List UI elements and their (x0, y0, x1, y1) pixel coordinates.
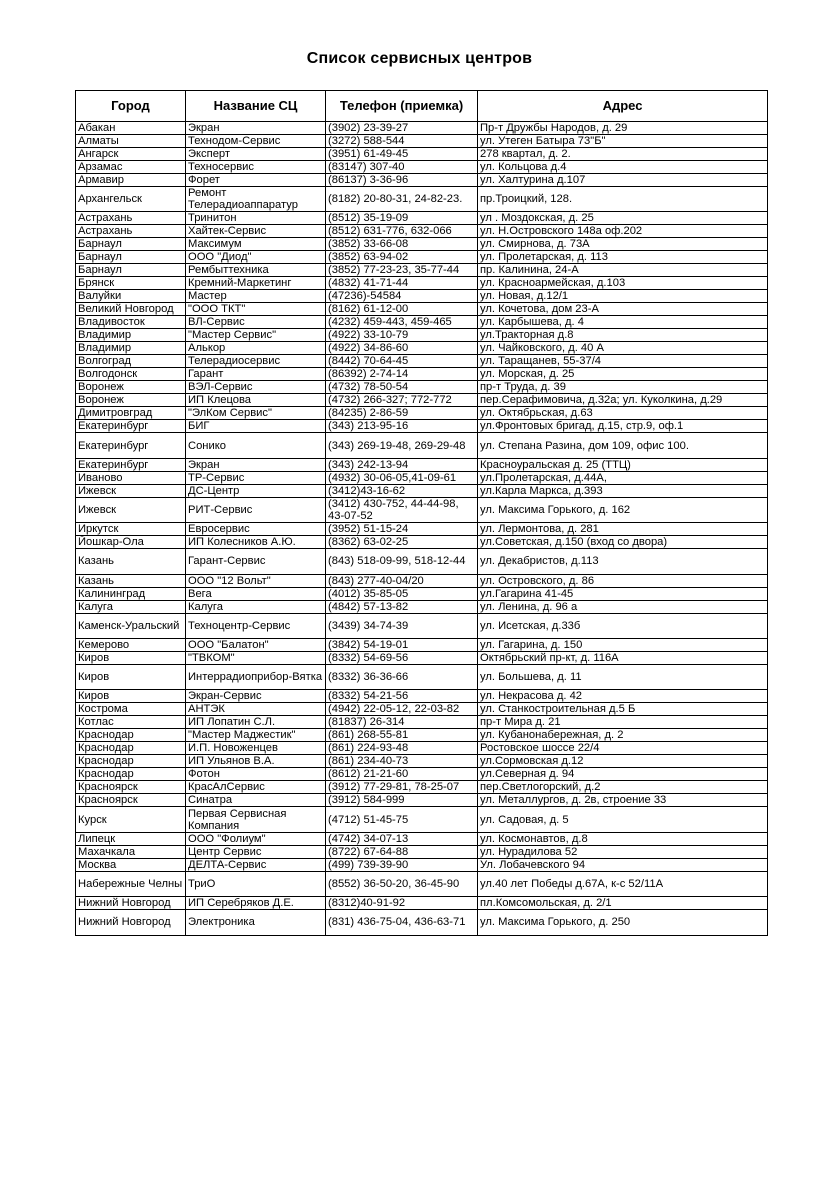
cell-address: ул. Станкостроительная д.5 Б (478, 703, 768, 716)
cell-phone: (843) 277-40-04/20 (326, 574, 478, 587)
cell-name: ВЭЛ-Сервис (186, 381, 326, 394)
cell-name: Вега (186, 587, 326, 600)
cell-city: Барнаул (76, 238, 186, 251)
cell-name: БИГ (186, 420, 326, 433)
cell-city: Архангельск (76, 187, 186, 212)
table-row (76, 122, 768, 135)
cell-phone: (843) 518-09-99, 518-12-44 (326, 549, 478, 574)
cell-address: ул. Космонавтов, д.8 (478, 832, 768, 845)
cell-address: ул. Морская, д. 25 (478, 368, 768, 381)
table-row (76, 458, 768, 471)
cell-address: ул.40 лет Победы д.67А, к-с 52/11А (478, 871, 768, 896)
table-row (76, 729, 768, 742)
cell-name: Евросервис (186, 523, 326, 536)
cell-name: ВЛ-Сервис (186, 316, 326, 329)
cell-address: ул. Утеген Батыра 73"Б" (478, 135, 768, 148)
table-row (76, 871, 768, 896)
cell-name: АНТЭК (186, 703, 326, 716)
cell-phone: (8162) 61-12-00 (326, 303, 478, 316)
cell-name: ТР-Сервис (186, 471, 326, 484)
cell-name: Фотон (186, 768, 326, 781)
cell-city: Алматы (76, 135, 186, 148)
cell-city: Краснодар (76, 742, 186, 755)
cell-city: Воронеж (76, 381, 186, 394)
table-row (76, 471, 768, 484)
cell-address: ул. Чайковского, д. 40 А (478, 342, 768, 355)
cell-name: Гарант-Сервис (186, 549, 326, 574)
cell-phone: (3952) 51-15-24 (326, 523, 478, 536)
cell-address: ул. Халтурина д.107 (478, 174, 768, 187)
table-row (76, 600, 768, 613)
table-row (76, 638, 768, 651)
table-row (76, 187, 768, 212)
cell-phone: (4942) 22-05-12, 22-03-82 (326, 703, 478, 716)
cell-city: Армавир (76, 174, 186, 187)
cell-name: "ООО ТКТ" (186, 303, 326, 316)
table-row (76, 768, 768, 781)
cell-address: Пр-т Дружбы Народов, д. 29 (478, 122, 768, 135)
cell-city: Краснодар (76, 755, 186, 768)
cell-address: ул.Фронтовых бригад, д.15, стр.9, оф.1 (478, 420, 768, 433)
cell-address: ул. Кольцова д.4 (478, 161, 768, 174)
cell-city: Котлас (76, 716, 186, 729)
cell-city: Брянск (76, 277, 186, 290)
cell-name: Техносервис (186, 161, 326, 174)
cell-phone: (3852) 63-94-02 (326, 251, 478, 264)
cell-name: Телерадиосервис (186, 355, 326, 368)
cell-city: Воронеж (76, 394, 186, 407)
cell-phone: (3439) 34-74-39 (326, 613, 478, 638)
cell-address: ул. Лермонтова, д. 281 (478, 523, 768, 536)
cell-city: Кемерово (76, 638, 186, 651)
cell-phone: (8362) 63-02-25 (326, 536, 478, 549)
cell-phone: (47236)-54584 (326, 290, 478, 303)
cell-phone: (831) 436-75-04, 436-63-71 (326, 910, 478, 935)
table-row (76, 433, 768, 458)
cell-address: ул. Красноармейская, д.103 (478, 277, 768, 290)
cell-phone: (343) 242-13-94 (326, 458, 478, 471)
table-row (76, 277, 768, 290)
cell-city: Калуга (76, 600, 186, 613)
table-row (76, 264, 768, 277)
cell-name: Экран-Сервис (186, 690, 326, 703)
cell-city: Владивосток (76, 316, 186, 329)
cell-address: ул. Новая, д.12/1 (478, 290, 768, 303)
cell-city: Иркутск (76, 523, 186, 536)
table-row (76, 381, 768, 394)
cell-name: Синатра (186, 794, 326, 807)
table-row (76, 549, 768, 574)
cell-name: ИП Клецова (186, 394, 326, 407)
cell-phone: (8512) 35-19-09 (326, 212, 478, 225)
cell-address: пр-т Мира д. 21 (478, 716, 768, 729)
cell-city: Казань (76, 549, 186, 574)
table-row (76, 303, 768, 316)
cell-city: Каменск-Уральский (76, 613, 186, 638)
cell-city: Абакан (76, 122, 186, 135)
cell-phone: (4732) 266-327; 772-772 (326, 394, 478, 407)
cell-name: Кремний-Маркетинг (186, 277, 326, 290)
table-row (76, 755, 768, 768)
cell-address: ул. Максима Горького, д. 250 (478, 910, 768, 935)
cell-city: Ижевск (76, 497, 186, 522)
cell-address: ул. Островского, д. 86 (478, 574, 768, 587)
cell-phone: (86392) 2-74-14 (326, 368, 478, 381)
cell-phone: (861) 268-55-81 (326, 729, 478, 742)
table-row (76, 225, 768, 238)
cell-city: Арзамас (76, 161, 186, 174)
table-row (76, 703, 768, 716)
cell-phone: (4232) 459-443, 459-465 (326, 316, 478, 329)
cell-city: Липецк (76, 832, 186, 845)
cell-city: Екатеринбург (76, 458, 186, 471)
cell-city: Красноярск (76, 781, 186, 794)
cell-name: Технодом-Сервис (186, 135, 326, 148)
header-name: Название СЦ (186, 91, 326, 122)
cell-city: Ангарск (76, 148, 186, 161)
cell-phone: (3842) 54-19-01 (326, 638, 478, 651)
cell-address: ул. Смирнова, д. 73А (478, 238, 768, 251)
table-row (76, 587, 768, 600)
table-row (76, 536, 768, 549)
cell-phone: (8312)40-91-92 (326, 897, 478, 910)
cell-address: пл.Комсомольская, д. 2/1 (478, 897, 768, 910)
cell-address: ул. Большева, д. 11 (478, 664, 768, 689)
cell-address: ул. Октябрьская, д.63 (478, 407, 768, 420)
cell-name: ДС-Центр (186, 484, 326, 497)
cell-name: ООО "12 Вольт" (186, 574, 326, 587)
table-row (76, 897, 768, 910)
header-address: Адрес (478, 91, 768, 122)
cell-name: Ремонт Телерадиоаппаратур (186, 187, 326, 212)
cell-address: ул.Сормовская д.12 (478, 755, 768, 768)
table-row (76, 574, 768, 587)
cell-name: Сонико (186, 433, 326, 458)
cell-phone: (3412)43-16-62 (326, 484, 478, 497)
cell-phone: (4842) 57-13-82 (326, 600, 478, 613)
cell-city: Барнаул (76, 251, 186, 264)
cell-phone: (3852) 33-66-08 (326, 238, 478, 251)
table-row (76, 148, 768, 161)
cell-name: ИП Ульянов В.А. (186, 755, 326, 768)
cell-name: Максимум (186, 238, 326, 251)
cell-address: ул. Садовая, д. 5 (478, 807, 768, 832)
table-row (76, 316, 768, 329)
cell-city: Барнаул (76, 264, 186, 277)
cell-city: Волгоград (76, 355, 186, 368)
cell-address: ул. Н.Островского 148а оф.202 (478, 225, 768, 238)
cell-city: Владимир (76, 329, 186, 342)
cell-phone: (3272) 588-544 (326, 135, 478, 148)
cell-address: ул. Таращанев, 55-37/4 (478, 355, 768, 368)
cell-phone: (8332) 54-21-56 (326, 690, 478, 703)
cell-address: ул. Металлургов, д. 2в, строение 33 (478, 794, 768, 807)
cell-address: Ул. Лобачевского 94 (478, 858, 768, 871)
cell-city: Красноярск (76, 794, 186, 807)
cell-phone: (4932) 30-06-05,41-09-61 (326, 471, 478, 484)
cell-name: ООО "Фолиум" (186, 832, 326, 845)
cell-name: Форет (186, 174, 326, 187)
cell-phone: (8332) 36-36-66 (326, 664, 478, 689)
cell-address: ул. Нурадилова 52 (478, 845, 768, 858)
cell-name: Экран (186, 122, 326, 135)
cell-name: "Мастер Сервис" (186, 329, 326, 342)
cell-phone: (4012) 35-85-05 (326, 587, 478, 600)
cell-name: ООО "Балатон" (186, 638, 326, 651)
page-title: Список сервисных центров (306, 50, 533, 67)
cell-phone: (343) 213-95-16 (326, 420, 478, 433)
table-row (76, 523, 768, 536)
table-row (76, 910, 768, 935)
cell-address: ул. Пролетарская, д. 113 (478, 251, 768, 264)
cell-city: Краснодар (76, 729, 186, 742)
cell-phone: (3902) 23-39-27 (326, 122, 478, 135)
cell-city: Владимир (76, 342, 186, 355)
table-row (76, 664, 768, 689)
cell-name: ООО "Диод" (186, 251, 326, 264)
cell-phone: (3912) 77-29-81, 78-25-07 (326, 781, 478, 794)
cell-address: ул. Исетская, д.33б (478, 613, 768, 638)
cell-address: Красноуральская д. 25 (ТТЦ) (478, 458, 768, 471)
table-row (76, 174, 768, 187)
table-row (76, 251, 768, 264)
table-row (76, 368, 768, 381)
cell-city: Иваново (76, 471, 186, 484)
cell-phone: (84235) 2-86-59 (326, 407, 478, 420)
cell-name: Алькор (186, 342, 326, 355)
cell-phone: (8722) 67-64-88 (326, 845, 478, 858)
cell-city: Калининград (76, 587, 186, 600)
cell-address: 278 квартал, д. 2. (478, 148, 768, 161)
cell-name: ИП Серебряков Д.Е. (186, 897, 326, 910)
cell-city: Курск (76, 807, 186, 832)
cell-address: ул. Ленина, д. 96 а (478, 600, 768, 613)
cell-address: ул. Степана Разина, дом 109, офис 100. (478, 433, 768, 458)
cell-city: Димитровград (76, 407, 186, 420)
header-phone: Телефон (приемка) (326, 91, 478, 122)
cell-name: КрасАлСервис (186, 781, 326, 794)
table-row (76, 329, 768, 342)
cell-name: Калуга (186, 600, 326, 613)
cell-city: Кострома (76, 703, 186, 716)
cell-address: ул. Максима Горького, д. 162 (478, 497, 768, 522)
cell-address: ул. Кочетова, дом 23-А (478, 303, 768, 316)
cell-city: Казань (76, 574, 186, 587)
cell-name: Гарант (186, 368, 326, 381)
cell-address: ул. Гагарина, д. 150 (478, 638, 768, 651)
cell-phone: (8182) 20-80-31, 24-82-23. (326, 187, 478, 212)
cell-name: ИП Лопатин С.Л. (186, 716, 326, 729)
table-row (76, 794, 768, 807)
cell-name: "ТВКОМ" (186, 651, 326, 664)
table-row (76, 690, 768, 703)
cell-name: И.П. Новоженцев (186, 742, 326, 755)
cell-city: Нижний Новгород (76, 910, 186, 935)
cell-name: Хайтек-Сервис (186, 225, 326, 238)
service-centers-table (75, 90, 768, 936)
cell-city: Екатеринбург (76, 420, 186, 433)
cell-address: пер.Светлогорский, д.2 (478, 781, 768, 794)
table-row (76, 497, 768, 522)
cell-name: Тринитон (186, 212, 326, 225)
cell-name: Интеррадиоприбор-Вятка (186, 664, 326, 689)
cell-name: Мастер (186, 290, 326, 303)
cell-phone: (343) 269-19-48, 269-29-48 (326, 433, 478, 458)
table-row (76, 238, 768, 251)
table-row (76, 355, 768, 368)
cell-phone: (4742) 34-07-13 (326, 832, 478, 845)
table-row (76, 742, 768, 755)
cell-phone: (3912) 584-999 (326, 794, 478, 807)
cell-city: Киров (76, 690, 186, 703)
cell-phone: (8332) 54-69-56 (326, 651, 478, 664)
table-body (76, 122, 768, 936)
cell-phone: (861) 234-40-73 (326, 755, 478, 768)
cell-address: пр-т Труда, д. 39 (478, 381, 768, 394)
cell-address: ул. Декабристов, д.113 (478, 549, 768, 574)
cell-address: ул. Карбышева, д. 4 (478, 316, 768, 329)
table-row (76, 613, 768, 638)
cell-city: Нижний Новгород (76, 897, 186, 910)
header-city: Город (76, 91, 186, 122)
cell-address: ул . Моздокская, д. 25 (478, 212, 768, 225)
cell-address: ул.Советская, д.150 (вход со двора) (478, 536, 768, 549)
cell-address: Октябрьский пр-кт, д. 116А (478, 651, 768, 664)
cell-phone: (861) 224-93-48 (326, 742, 478, 755)
cell-phone: (8512) 631-776, 632-066 (326, 225, 478, 238)
table-row (76, 716, 768, 729)
cell-address: ул.Гагарина 41-45 (478, 587, 768, 600)
cell-name: "ЭлКом Сервис" (186, 407, 326, 420)
cell-city: Екатеринбург (76, 433, 186, 458)
table-row (76, 807, 768, 832)
cell-phone: (4832) 41-71-44 (326, 277, 478, 290)
cell-city: Набережные Челны (76, 871, 186, 896)
table-row (76, 407, 768, 420)
table-row (76, 342, 768, 355)
table-row (76, 845, 768, 858)
cell-city: Краснодар (76, 768, 186, 781)
cell-phone: (81837) 26-314 (326, 716, 478, 729)
cell-city: Йошкар-Ола (76, 536, 186, 549)
table-row (76, 394, 768, 407)
cell-city: Махачкала (76, 845, 186, 858)
cell-name: ИП Колесников А.Ю. (186, 536, 326, 549)
cell-phone: (4922) 33-10-79 (326, 329, 478, 342)
cell-name: "Мастер Маджестик" (186, 729, 326, 742)
cell-city: Астрахань (76, 225, 186, 238)
cell-address: пр. Калинина, 24-А (478, 264, 768, 277)
cell-address: ул.Тракторная д.8 (478, 329, 768, 342)
cell-phone: (86137) 3-36-96 (326, 174, 478, 187)
table-row (76, 832, 768, 845)
table-row (76, 858, 768, 871)
cell-address: ул.Карла Маркса, д.393 (478, 484, 768, 497)
cell-phone: (4732) 78-50-54 (326, 381, 478, 394)
cell-name: РИТ-Сервис (186, 497, 326, 522)
cell-name: Техноцентр-Сервис (186, 613, 326, 638)
table-row (76, 212, 768, 225)
cell-name: Эксперт (186, 148, 326, 161)
cell-phone: (3412) 430-752, 44-44-98, 43-07-52 (326, 497, 478, 522)
cell-phone: (8442) 70-64-45 (326, 355, 478, 368)
table-header-row (76, 91, 768, 122)
table-row (76, 290, 768, 303)
cell-city: Валуйки (76, 290, 186, 303)
cell-address: Ростовское шоссе 22/4 (478, 742, 768, 755)
cell-name: Первая Сервисная Компания (186, 807, 326, 832)
cell-name: Экран (186, 458, 326, 471)
cell-phone: (8612) 21-21-60 (326, 768, 478, 781)
cell-address: пер.Серафимовича, д.32а; ул. Куколкина, д.29 (478, 394, 768, 407)
table-row (76, 781, 768, 794)
cell-name: Центр Сервис (186, 845, 326, 858)
cell-name: Рембыттехника (186, 264, 326, 277)
cell-address: пр.Троицкий, 128. (478, 187, 768, 212)
cell-name: ТриО (186, 871, 326, 896)
cell-city: Ижевск (76, 484, 186, 497)
table-row (76, 484, 768, 497)
cell-city: Великий Новгород (76, 303, 186, 316)
table-row (76, 420, 768, 433)
cell-address: ул. Кубанонабережная, д. 2 (478, 729, 768, 742)
cell-city: Киров (76, 651, 186, 664)
table-row (76, 135, 768, 148)
cell-name: ДЕЛТА-Сервис (186, 858, 326, 871)
table-row (76, 161, 768, 174)
cell-city: Киров (76, 664, 186, 689)
cell-phone: (499) 739-39-90 (326, 858, 478, 871)
cell-phone: (83147) 307-40 (326, 161, 478, 174)
cell-city: Волгодонск (76, 368, 186, 381)
cell-city: Москва (76, 858, 186, 871)
cell-phone: (8552) 36-50-20, 36-45-90 (326, 871, 478, 896)
cell-address: ул.Северная д. 94 (478, 768, 768, 781)
cell-address: ул.Пролетарская, д.44А, (478, 471, 768, 484)
cell-name: Электроника (186, 910, 326, 935)
cell-phone: (3951) 61-49-45 (326, 148, 478, 161)
cell-city: Астрахань (76, 212, 186, 225)
cell-phone: (4922) 34-86-60 (326, 342, 478, 355)
cell-phone: (3852) 77-23-23, 35-77-44 (326, 264, 478, 277)
table-row (76, 651, 768, 664)
cell-address: ул. Некрасова д. 42 (478, 690, 768, 703)
cell-phone: (4712) 51-45-75 (326, 807, 478, 832)
